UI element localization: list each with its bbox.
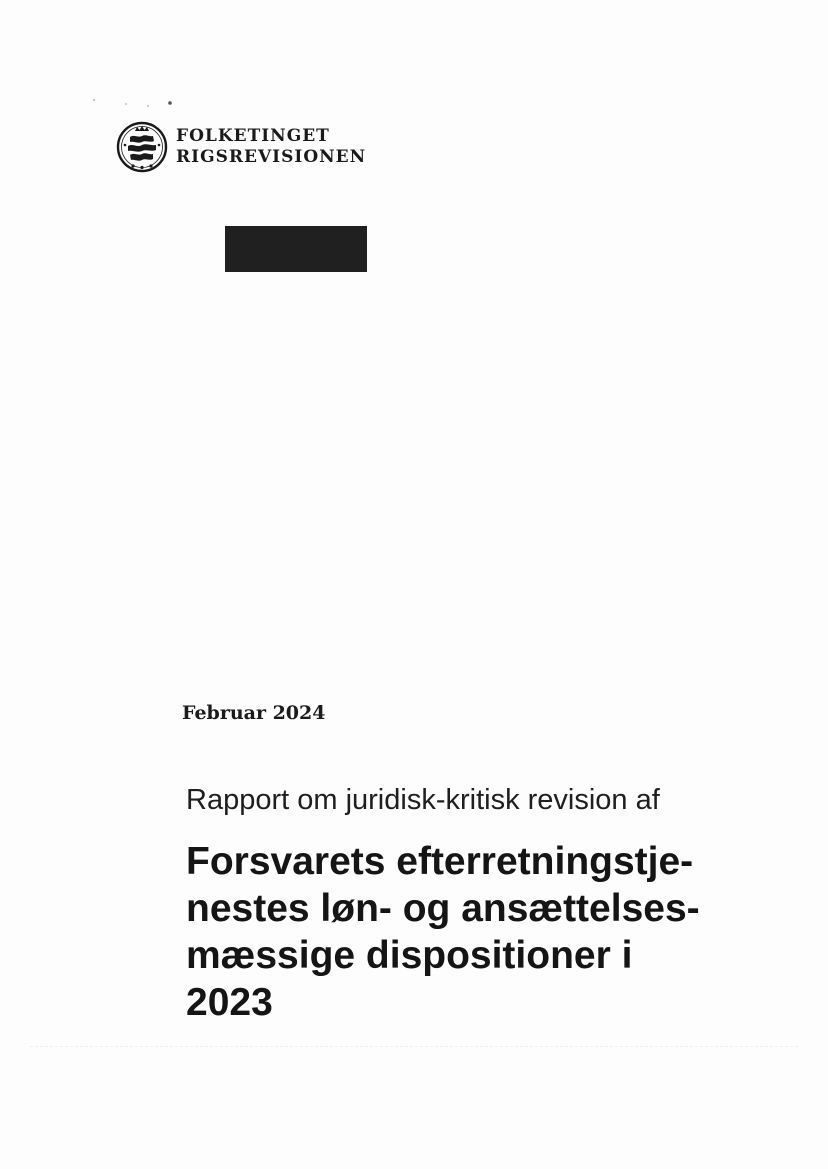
scan-specks	[90, 96, 180, 110]
logo-wordmark	[176, 126, 366, 168]
report-title	[186, 838, 806, 1026]
report-date: Februar 2024	[182, 702, 326, 724]
title-line: mæssige dispositioner i	[186, 934, 633, 977]
logo-line-rigsrevisionen: RIGSREVISIONEN	[176, 147, 367, 167]
logo-line-folketinget: FOLKETINGET	[176, 126, 330, 146]
redaction-block	[225, 226, 367, 272]
title-line: nestes løn- og ansættelses-	[186, 887, 700, 930]
crowned-lions-seal-icon	[116, 121, 168, 173]
folketinget-rigsrevisionen-logo	[116, 121, 366, 173]
title-line: Forsvarets efterretningstje-	[186, 840, 694, 883]
scan-edge-line	[30, 1046, 798, 1047]
report-subtitle: Rapport om juridisk-kritisk revision af	[186, 784, 660, 816]
title-line: 2023	[186, 981, 273, 1024]
